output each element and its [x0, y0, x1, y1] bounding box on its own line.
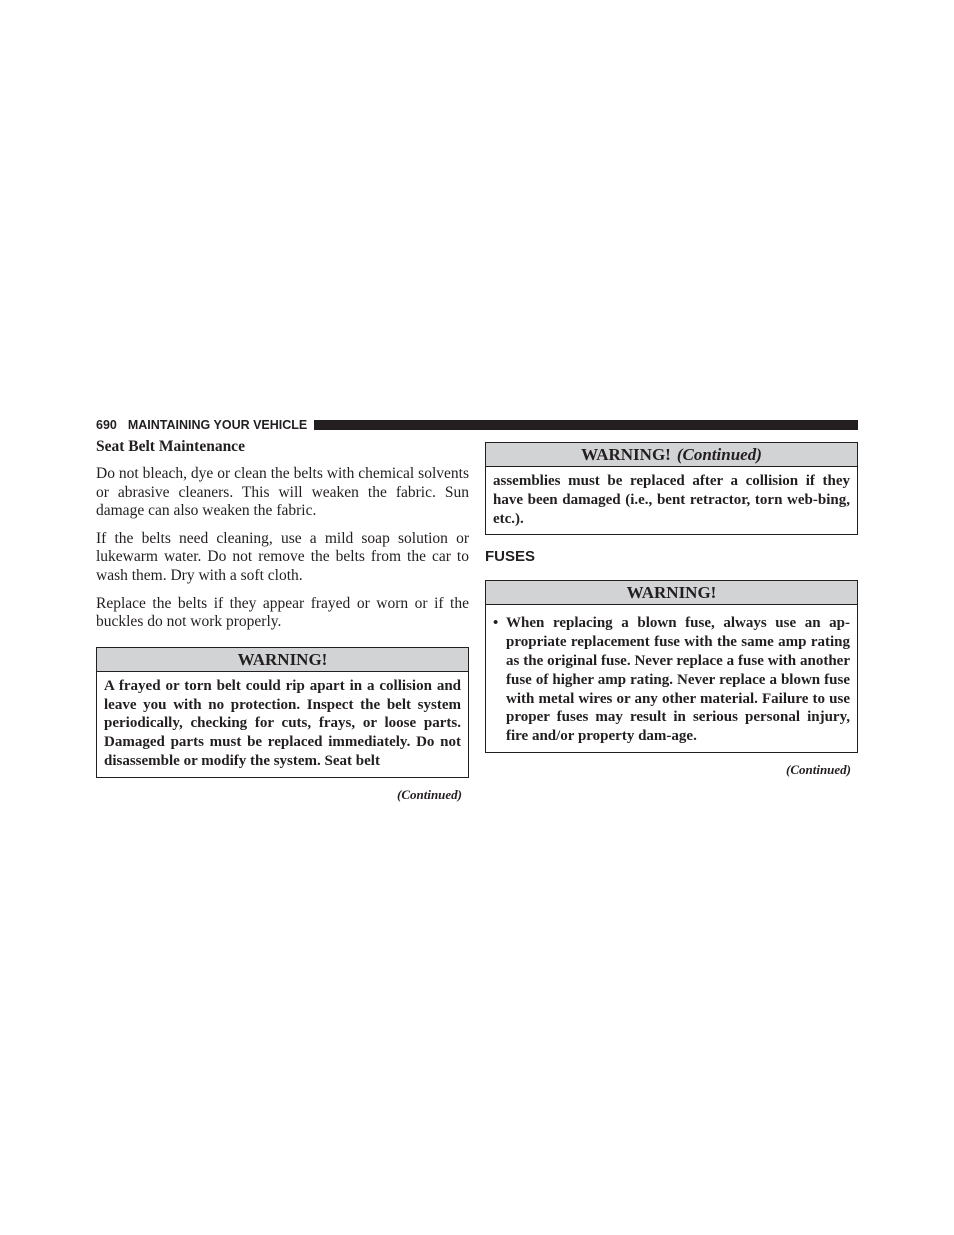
section-title: MAINTAINING YOUR VEHICLE: [127, 418, 308, 432]
warning-continued-title: [486, 443, 857, 467]
paragraph-cleaning-instructions: If the belts need cleaning, use a mild soap solution or lukewarm water. Do not remove the belts from the car to wash them. Dry with a soft cloth.: [96, 529, 469, 584]
page-header: [96, 417, 858, 433]
bullet-marker: •: [493, 615, 499, 632]
warning-text: A frayed or torn belt could rip apart in a collision and leave you with no protection. Inspect the belt system periodically, checking for cuts, frays, or loose parts. Damaged parts must be replaced immediately. Do not disassemble or modify the system. Seat belt: [104, 677, 461, 769]
warning-box-seat-belt: [96, 647, 469, 778]
page-number: 690: [96, 418, 117, 432]
paragraph-replace-belts: Replace the belts if they appear frayed or worn or if the buckles do not work properly.: [96, 594, 469, 631]
warning-title: WARNING!: [486, 581, 857, 605]
warning-box-fuses: [485, 580, 858, 753]
warning-title: WARNING!: [581, 445, 671, 464]
warning-continued-text: assemblies must be replaced after a collision if they have been damaged (i.e., bent retractor, torn web-bing, etc.).: [493, 473, 850, 527]
right-column: [485, 442, 858, 778]
left-column: [96, 437, 469, 803]
warning-title-suffix: (Continued): [676, 445, 762, 464]
section-heading-fuses: FUSES: [485, 548, 536, 566]
warning-bullet-list: [486, 605, 857, 752]
warning-title: WARNING!: [97, 648, 468, 672]
header-rule: [314, 420, 858, 430]
paragraph-cleaning-warning: Do not bleach, dye or clean the belts with chemical solvents or abrasive cleaners. This will weaken the fabric. Sun damage can also weaken the fabric.: [96, 465, 469, 520]
continued-note: (Continued): [396, 786, 462, 802]
warning-bullet-item: [493, 614, 850, 746]
subheading-seat-belt-maintenance: Seat Belt Maintenance: [96, 438, 245, 455]
continued-note: (Continued): [785, 761, 851, 777]
warning-bullet-text: When replacing a blown fuse, always use an ap-propriate replacement fuse with the same amp rating as the original fuse. Never replace a fuse with another fuse of higher amp rating. Never replace a blown fuse with metal wires or any other material. Failure to use proper fuses may result in serious personal injury, fire and/or property dam-age.: [506, 615, 850, 745]
warning-box-continued: [485, 442, 858, 535]
